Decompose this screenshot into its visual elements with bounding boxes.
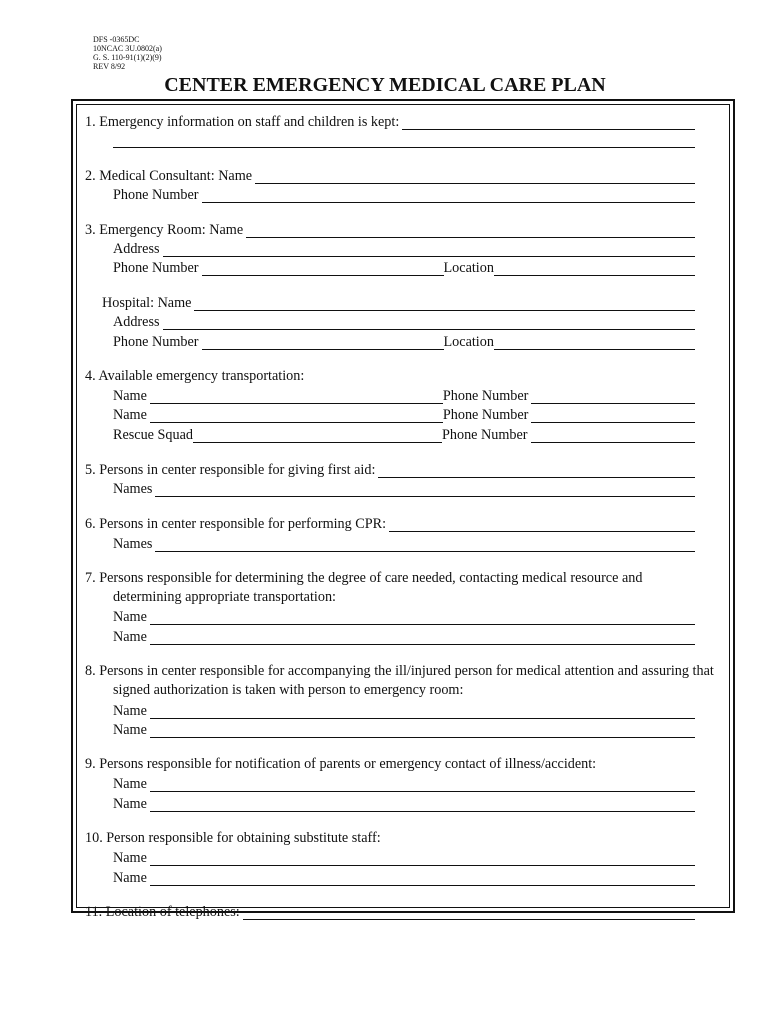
emergency-room-name-field[interactable] [246,224,695,238]
rescue-squad-label: Rescue Squad [113,427,193,443]
first-aid-names-field[interactable] [155,483,695,497]
medical-consultant-label: 2. Medical Consultant: Name [85,168,253,184]
names-label: Names [113,536,153,552]
telephones-label: 11. Location of telephones: [85,904,240,920]
degree-of-care-cont: determining appropriate transportation: [113,589,336,605]
rescue-squad-phone-field[interactable] [531,429,695,443]
address-label: Address [113,314,160,330]
name-label: Name [113,388,147,404]
transport-row-1 [113,387,695,404]
item-telephones [85,903,695,920]
accompany-row-2 [113,721,695,738]
names-label: Names [113,481,153,497]
item-emergency-info [85,113,695,130]
hospital-location-field[interactable] [494,336,695,350]
substitute-name-field-1[interactable] [150,852,695,866]
name-label: Name [113,796,147,812]
substitute-row-1 [113,849,695,866]
hospital-address-row [113,313,695,330]
name-label: Name [113,722,147,738]
first-aid-field[interactable] [378,464,695,478]
degree-of-care-name-field-1[interactable] [150,611,695,625]
emergency-info-label: 1. Emergency information on staff and children is kept: [85,114,400,130]
transport-row-rescue [113,426,695,443]
phone-label: Phone Number [113,334,199,350]
item-transportation: 4. Available emergency transportation: [85,368,305,384]
phone-label: Phone Number [113,260,199,276]
item-degree-of-care: 7. Persons responsible for determining the degree of care needed, contacting medical resource and [85,570,643,586]
hospital-address-field[interactable] [163,316,696,330]
item-cpr [85,515,695,532]
medical-consultant-phone-row [113,186,695,203]
page-title: CENTER EMERGENCY MEDICAL CARE PLAN [164,74,606,96]
emergency-info-field[interactable] [402,116,695,130]
item-medical-consultant [85,167,695,184]
name-label: Name [113,776,147,792]
hospital-name-field[interactable] [194,297,695,311]
first-aid-label: 5. Persons in center responsible for giving first aid: [85,462,376,478]
emergency-info-field-2[interactable] [113,147,695,148]
hospital-phone-row [113,333,695,350]
medical-consultant-name-field[interactable] [255,170,695,184]
accompany-name-field-2[interactable] [150,724,695,738]
address-label: Address [113,241,160,257]
location-label: Location [443,334,494,350]
telephones-field[interactable] [243,906,695,920]
item-hospital [102,294,695,311]
transport-name-field-1[interactable] [150,390,443,404]
phone-label: Phone Number [442,427,528,443]
cpr-names-row [113,535,695,552]
name-label: Name [113,703,147,719]
phone-label: Phone Number [442,407,529,423]
emergency-room-location-field[interactable] [494,262,695,276]
transport-name-field-2[interactable] [150,409,443,423]
cpr-label: 6. Persons in center responsible for performing CPR: [85,516,387,532]
accompany-cont: signed authorization is taken with person to emergency room: [113,682,464,698]
name-label: Name [113,850,147,866]
name-label: Name [113,407,147,423]
item-accompany: 8. Persons in center responsible for accompanying the ill/injured person for medical attention and assuring that [85,663,714,679]
rescue-squad-name-field[interactable] [193,429,442,443]
item-notification: 9. Persons responsible for notification of parents or emergency contact of illness/accident: [85,756,597,772]
degree-of-care-row-1 [113,608,695,625]
item-first-aid [85,461,695,478]
notification-name-field-1[interactable] [150,778,695,792]
item-emergency-room [85,221,695,238]
item-substitute-staff: 10. Person responsible for obtaining substitute staff: [85,830,381,846]
substitute-name-field-2[interactable] [150,872,695,886]
name-label: Name [113,870,147,886]
statute-code: G. S. 110-91(1)(2)(9) [93,53,162,62]
substitute-row-2 [113,869,695,886]
hospital-label: Hospital: Name [102,295,192,311]
regulation-code: 10NCAC 3U.0802(a) [93,44,162,53]
medical-consultant-phone-field[interactable] [202,189,695,203]
cpr-names-field[interactable] [155,538,695,552]
accompany-name-field-1[interactable] [150,705,695,719]
first-aid-names-row [113,480,695,497]
phone-label: Phone Number [442,388,529,404]
emergency-room-label: 3. Emergency Room: Name [85,222,244,238]
hospital-phone-field[interactable] [202,336,444,350]
name-label: Name [113,609,147,625]
cpr-field[interactable] [389,518,695,532]
notification-row-1 [113,775,695,792]
phone-label: Phone Number [113,187,199,203]
accompany-row-1 [113,702,695,719]
notification-name-field-2[interactable] [150,798,695,812]
emergency-room-phone-row [113,259,695,276]
transport-phone-field-1[interactable] [531,390,695,404]
emergency-room-address-field[interactable] [163,243,696,257]
emergency-room-phone-field[interactable] [202,262,444,276]
emergency-room-address-row [113,240,695,257]
degree-of-care-row-2 [113,628,695,645]
transport-phone-field-2[interactable] [531,409,695,423]
notification-row-2 [113,795,695,812]
name-label: Name [113,629,147,645]
degree-of-care-name-field-2[interactable] [150,631,695,645]
form-code: DFS -0365DC [93,35,140,44]
location-label: Location [443,260,494,276]
revision-date: REV 8/92 [93,62,126,71]
transport-row-2 [113,406,695,423]
